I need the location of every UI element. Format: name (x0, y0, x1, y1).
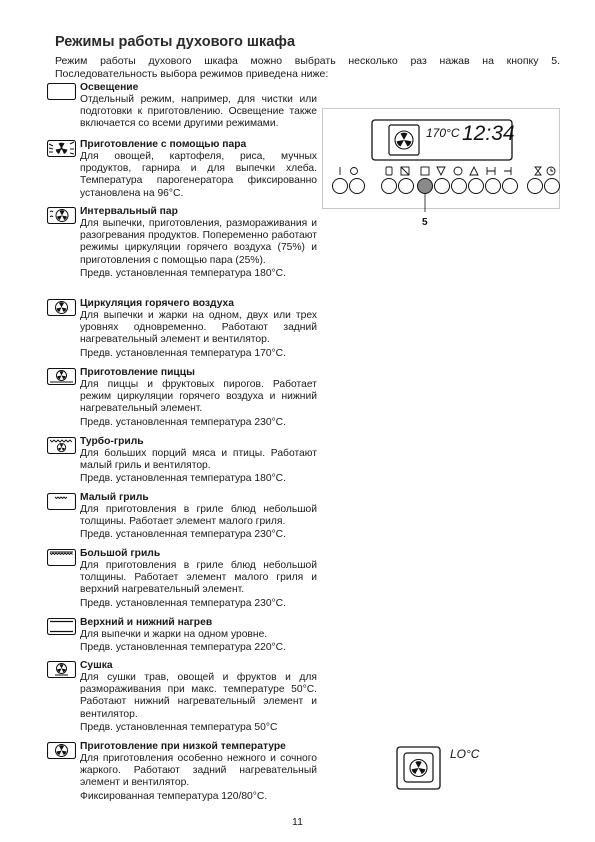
mode-large-grill (47, 548, 317, 610)
up-button[interactable] (469, 179, 484, 194)
large-grill-icon (47, 549, 76, 566)
mode-preset: Предв. установленная температура 220°С. (80, 642, 286, 654)
mode-name: Турбо-гриль (80, 436, 144, 447)
mode-name: Освещение (80, 82, 139, 93)
lock-button[interactable] (382, 179, 397, 194)
mode-name: Малый гриль (80, 492, 149, 503)
mode-pizza (47, 367, 317, 429)
small-grill-icon (47, 493, 76, 510)
mode-lighting (47, 82, 317, 131)
power-button[interactable] (333, 179, 348, 194)
mode-name: Приготовление при низкой температуре (80, 741, 286, 752)
page-title: Режимы работы духового шкафа (55, 34, 296, 50)
mode-name: Приготовление пиццы (80, 367, 195, 378)
mode-top-bottom-heat (47, 617, 317, 654)
time-readout: 12:34 (462, 122, 515, 145)
timer-button[interactable] (528, 179, 543, 194)
down-button[interactable] (435, 179, 450, 194)
mode-name: Интервальный пар (80, 206, 178, 217)
mode-description: Для выпечки, приготовления, размораживания и разогревания продуктов. Попеременно работают режимы циркуляции горячего воздуха (75%) и приготовления с помощью пара (25%). (80, 218, 317, 266)
mode-preset: Предв. установленная температура 50°С (80, 721, 278, 733)
top-bottom-heat-icon (47, 618, 76, 635)
intro-text (55, 55, 560, 80)
button-callout-label: 5 (422, 217, 428, 228)
mode-preset: Предв. установленная температура 230°С. (80, 597, 286, 609)
mode-name: Циркуляция горячего воздуха (80, 298, 235, 309)
pizza-icon (47, 368, 76, 385)
mode-description: Для выпечки и жарки на одном уровне. (80, 629, 268, 640)
mode-description: Отдельный режим, например, для чистки или подготовки к приготовлению. Освещение также включается со всеми другими режимами. (80, 94, 317, 130)
low-temp-readout: LO°С (450, 747, 480, 761)
end-time-button[interactable] (503, 179, 518, 194)
mode-turbo-grill (47, 436, 317, 486)
steam-cooking-icon (47, 140, 76, 157)
mode-description: Для больших порций мяса и птицы. Работают малый гриль и вентилятор. (80, 448, 317, 472)
mode-small-grill (47, 492, 317, 542)
mode-low-temperature (47, 741, 317, 803)
program-button[interactable] (399, 179, 414, 194)
drying-icon (47, 661, 76, 678)
light-button[interactable] (350, 179, 365, 194)
mode-preset: Фиксированная температура 120/80°С. (80, 790, 268, 802)
mode-description: Для сушки трав, овощей и фруктов и для размораживания при макс. температуре 50°С. Работают нижний нагревательный элемент и вентилятор. (80, 672, 317, 720)
page-number: 11 (292, 816, 303, 828)
temperature-readout: 170°С (426, 126, 460, 140)
mode-description: Для овощей, картофеля, риса, мучных продуктов, гарнира и для выпечки хлеба. Температура парогенератора фиксированно установлена на 96°С. (80, 151, 317, 199)
duration-button[interactable] (486, 179, 501, 194)
mode-description: Для приготовления особенно нежного и сочного жаркого. Работают задний нагревательный элемент и вентилятор. (80, 753, 317, 789)
hot-air-icon (47, 299, 76, 316)
fan-button[interactable] (452, 179, 467, 194)
clock-button[interactable] (545, 179, 560, 194)
mode-description: Для выпечки и жарки на одном, двух или трех уровнях одновременно. Работают задний нагревательный элемент и вентилятор. (80, 310, 317, 346)
low-temp-display (396, 740, 491, 790)
mode-preset: Предв. установленная температура 180°С. (80, 473, 286, 485)
mode-name: Сушка (80, 660, 113, 671)
mode-preset: Предв. установленная температура 180°С. (80, 267, 286, 279)
mode-preset: Предв. установленная температура 230°С. (80, 529, 286, 541)
light-icon (47, 83, 76, 100)
mode-steam-cooking (47, 139, 317, 200)
control-panel-diagram (322, 108, 560, 230)
turbo-grill-icon (47, 437, 76, 454)
mode-name: Приготовление с помощью пара (80, 139, 247, 150)
mode-drying (47, 660, 317, 734)
mode-description: Для пиццы и фруктовых пирогов. Работает режим циркуляции горячего воздуха и нижний нагревательный элемент. (80, 379, 317, 415)
mode-preset: Предв. установленная температура 230°С. (80, 416, 286, 428)
intro-line-1: Режим работы духового шкафа можно выбрать несколько раз нажав на кнопку 5. (55, 55, 560, 67)
intro-line-2: Последовательность выбора режимов приведена ниже: (55, 67, 329, 80)
mode-select-button-5[interactable] (418, 179, 433, 194)
mode-description: Для приготовления в гриле блюд небольшой толщины. Работает элемент малого гриля. (80, 504, 317, 528)
interval-steam-icon (47, 207, 76, 224)
mode-description: Для приготовления в гриле блюд небольшой толщины. Работает элемент малого гриля и верхний нагревательный элемент. (80, 560, 317, 596)
mode-name: Верхний и нижний нагрев (80, 617, 213, 628)
mode-hot-air (47, 298, 317, 360)
low-temperature-icon (47, 742, 76, 759)
mode-interval-steam (47, 206, 317, 280)
mode-preset: Предв. установленная температура 170°С. (80, 347, 286, 359)
mode-name: Большой гриль (80, 548, 161, 559)
